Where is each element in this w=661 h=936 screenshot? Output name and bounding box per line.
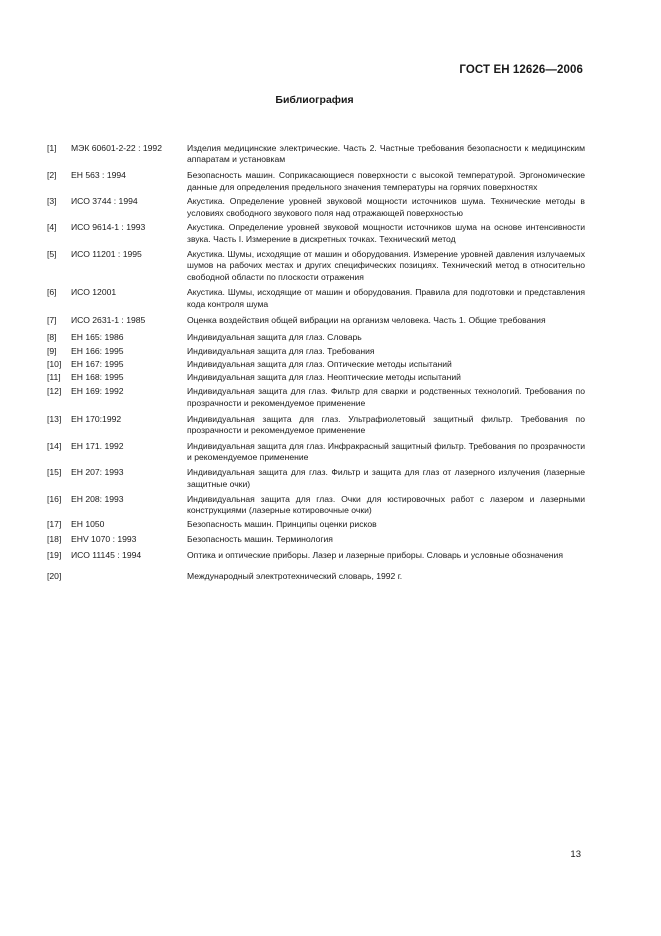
entry-number: [11]	[47, 372, 61, 383]
entry-number: [15]	[47, 467, 62, 478]
entry-standard-code: ЕН 169: 1992	[71, 386, 124, 397]
entry-number: [17]	[47, 519, 62, 530]
entry-title: Индивидуальная защита для глаз. Словарь	[187, 332, 362, 343]
bibliography-entry	[47, 332, 585, 343]
bibliography-list	[47, 143, 585, 583]
bibliography-entry	[47, 571, 585, 582]
standard-designation: ГОСТ ЕН 12626—2006	[459, 64, 583, 76]
entry-title: Оптика и оптические приборы. Лазер и лазерные приборы. Словарь и условные обозначения	[187, 549, 563, 560]
entry-title: Безопасность машин. Соприкасающиеся поверхности с высокой температурой. Эргономические данные для определения предельного значения температуры на горячих поверхностях	[187, 170, 585, 192]
bibliography-entry	[47, 534, 585, 545]
entry-standard-code: ЕН 208: 1993	[71, 494, 124, 505]
entry-standard-code: ЕНV 1070 : 1993	[71, 533, 137, 544]
entry-number: [2]	[47, 170, 57, 181]
entry-title: Международный электротехнический словарь, 1992 г.	[187, 571, 403, 582]
bibliography-entry	[47, 441, 585, 464]
entry-title: Индивидуальная защита для глаз. Неоптические методы испытаний	[187, 372, 461, 383]
bibliography-entry	[47, 196, 585, 219]
entry-standard-code: ЕН 168: 1995	[71, 372, 124, 383]
bibliography-entry	[47, 143, 585, 166]
page-title: Библиография	[275, 94, 354, 106]
entry-number: [18]	[47, 533, 62, 544]
entry-standard-code: ИСО 9614-1 : 1993	[71, 222, 146, 233]
entry-standard-code: ЕН 165: 1986	[71, 332, 124, 343]
bibliography-entry	[47, 359, 585, 370]
entry-number: [16]	[47, 494, 62, 505]
entry-standard-code: ЕН 167: 1995	[71, 359, 124, 369]
entry-standard-code: ЕН 1050	[71, 519, 105, 530]
entry-title: Индивидуальная защита для глаз. Ультрафиолетовый защитный фильтр. Требования по прозрачности и рекомендуемое применение	[187, 413, 585, 436]
entry-title: Индивидуальная защита для глаз. Оптические методы испытаний	[187, 359, 452, 369]
bibliography-entry	[47, 315, 585, 326]
entry-standard-code: ИСО 3744 : 1994	[71, 196, 138, 207]
entry-standard-code: ЕН 166: 1995	[71, 345, 124, 356]
entry-title: Акустика. Шумы, исходящие от машин и оборудования. Измерение уровней давления излучаемых шумов на рабочих местах и других специфических позициях. Технический метод в относительно свободной области по плоскости отражения	[187, 248, 585, 282]
entry-number: [13]	[47, 413, 62, 424]
entry-number: [3]	[47, 196, 57, 207]
entry-number: [20]	[47, 571, 62, 582]
entry-standard-code: ЕН 563 : 1994	[71, 170, 126, 181]
bibliography-entry	[47, 386, 585, 409]
entry-number: [1]	[47, 143, 57, 153]
entry-title: Индивидуальная защита для глаз. Инфракрасный защитный фильтр. Требования по прозрачности и рекомендуемое применение	[187, 440, 585, 463]
entry-standard-code: ЕН 170:1992	[71, 413, 122, 424]
entry-title: Индивидуальная защита для глаз. Очки для юстировочных работ с лазером и лазерными конструкциями (лазерные котировочные очки)	[187, 494, 585, 516]
bibliography-entry	[47, 346, 585, 357]
bibliography-entry	[47, 287, 585, 310]
entry-number: [9]	[47, 345, 57, 356]
bibliography-entry	[47, 467, 585, 490]
entry-number: [10]	[47, 359, 62, 369]
entry-standard-code: ИСО 11201 : 1995	[71, 248, 142, 259]
bibliography-entry	[47, 170, 585, 193]
entry-number: [12]	[47, 386, 62, 397]
entry-number: [7]	[47, 314, 57, 325]
entry-title: Оценка воздействия общей вибрации на организм человека. Часть 1. Общие требования	[187, 314, 546, 325]
bibliography-entry	[47, 494, 585, 517]
entry-title: Акустика. Определение уровней звуковой мощности источников шума на основе интенсивности звука. Часть I. Измерение в дискретных точках. Технический метод	[187, 222, 585, 244]
entry-number: [5]	[47, 248, 57, 259]
entry-number: [4]	[47, 222, 57, 233]
entry-title: Индивидуальная защита для глаз. Фильтр для сварки и родственных технологий. Требования по прозрачности и рекомендуемое применение	[187, 386, 585, 408]
entry-standard-code: ИСО 11145 : 1994	[71, 549, 142, 560]
entry-standard-code: ИСО 12001	[71, 287, 117, 298]
bibliography-entry	[47, 222, 585, 245]
entry-title: Акустика. Определение уровней звуковой мощности источников шума. Технические методы в условиях свободного звукового поля над отражающей поверхностью	[187, 196, 585, 218]
entry-title: Безопасность машин. Терминология	[187, 533, 333, 544]
page-number: 13	[570, 849, 581, 860]
entry-number: [14]	[47, 440, 62, 451]
bibliography-entry	[47, 414, 585, 437]
entry-title: Изделия медицинские электрические. Часть 2. Частные требования безопасности к медицинским аппаратам и установкам	[187, 143, 585, 165]
bibliography-entry	[47, 372, 585, 383]
entry-title: Индивидуальная защита для глаз. Фильтр и защита для глаз от лазерного излучения (лазерные защитные очки)	[187, 467, 585, 489]
entry-standard-code: МЭК 60601-2-22 : 1992	[71, 143, 162, 153]
entry-standard-code: ЕН 171. 1992	[71, 440, 124, 451]
entry-number: [8]	[47, 332, 57, 343]
entry-standard-code: ЕН 207: 1993	[71, 467, 124, 478]
entry-number: [19]	[47, 549, 62, 560]
entry-number: [6]	[47, 287, 57, 298]
bibliography-entry	[47, 249, 585, 283]
entry-title: Акустика. Шумы, исходящие от машин и оборудования. Правила для подготовки и представления кода контроля шума	[187, 287, 585, 309]
entry-title: Безопасность машин. Принципы оценки рисков	[187, 519, 377, 530]
entry-standard-code: ИСО 2631-1 : 1985	[71, 314, 146, 325]
bibliography-entry	[47, 519, 585, 530]
bibliography-entry	[47, 550, 585, 561]
entry-title: Индивидуальная защита для глаз. Требования	[187, 345, 375, 356]
